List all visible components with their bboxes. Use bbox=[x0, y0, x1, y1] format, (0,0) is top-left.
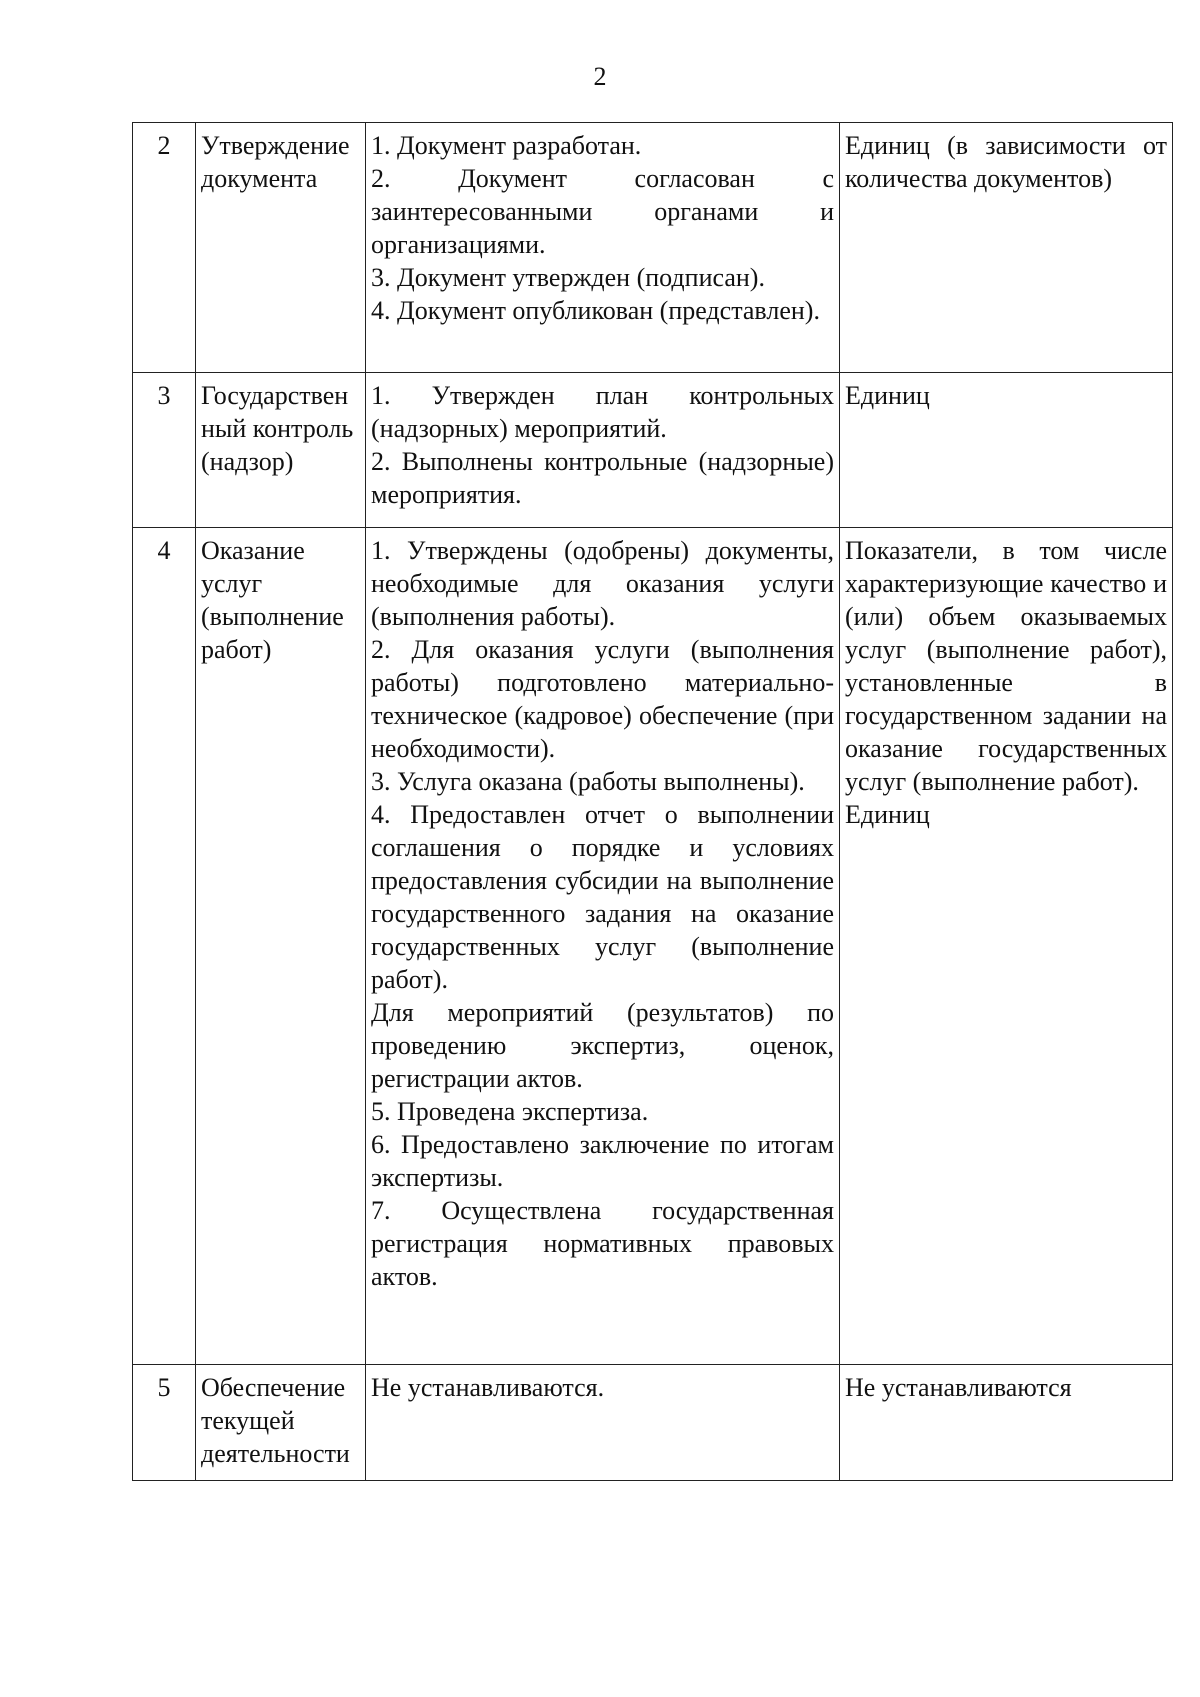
table-row bbox=[133, 123, 1173, 373]
activity-type: Обеспечение текущей деятельности bbox=[196, 1365, 366, 1481]
result-item: 2. Для оказания услуги (выполнения работы) подготовлено материально-техническое (кадровое) обеспечение (при необходимости). bbox=[371, 635, 834, 763]
result-item: 6. Предоставлено заключение по итогам экспертизы. bbox=[371, 1130, 834, 1192]
activity-type: Оказание услуг (выполнение работ) bbox=[196, 528, 366, 1365]
activity-type: Утверждение документа bbox=[196, 123, 366, 373]
table-row bbox=[133, 1365, 1173, 1481]
indicators-cell bbox=[840, 123, 1173, 373]
indicators-cell bbox=[840, 1365, 1173, 1481]
result-item: 5. Проведена экспертиза. bbox=[371, 1097, 649, 1126]
indicator-item: Показатели, в том числе характеризующие качество и (или) объем оказываемых услуг (выполнение работ), установленные в государственном задании на оказание государственных услуг (выполнение работ). bbox=[845, 536, 1167, 796]
result-item: Для мероприятий (результатов) по проведению экспертиз, оценок, регистрации актов. bbox=[371, 998, 834, 1093]
row-number: 2 bbox=[133, 123, 196, 373]
row-number: 5 bbox=[133, 1365, 196, 1481]
result-item: Не устанавливаются. bbox=[371, 1373, 605, 1402]
indicator-item: Единиц bbox=[845, 800, 930, 829]
indicators-cell bbox=[840, 373, 1173, 528]
results-cell bbox=[366, 373, 840, 528]
result-item: 1. Утверждены (одобрены) документы, необходимые для оказания услуги (выполнения работы). bbox=[371, 536, 834, 631]
table-row bbox=[133, 528, 1173, 1365]
result-item: 3. Документ утвержден (подписан). bbox=[371, 263, 765, 292]
results-cell bbox=[366, 123, 840, 373]
result-item: 4. Предоставлен отчет о выполнении соглашения о порядке и условиях предоставления субсидии на выполнение государственного задания на оказание государственных услуг (выполнение работ). bbox=[371, 800, 834, 994]
indicator-item: Единиц (в зависимости от количества документов) bbox=[845, 131, 1167, 193]
indicator-item: Не устанавливаются bbox=[845, 1373, 1072, 1402]
result-item: 3. Услуга оказана (работы выполнены). bbox=[371, 767, 805, 796]
indicator-item: Единиц bbox=[845, 381, 930, 410]
results-cell bbox=[366, 528, 840, 1365]
result-item: 2. Выполнены контрольные (надзорные) мероприятия. bbox=[371, 447, 834, 509]
table-row bbox=[133, 373, 1173, 528]
result-item: 1. Документ разработан. bbox=[371, 131, 642, 160]
result-item: 1. Утвержден план контрольных (надзорных) мероприятий. bbox=[371, 381, 834, 443]
activity-type: Государствен ный контроль (надзор) bbox=[196, 373, 366, 528]
results-table bbox=[132, 122, 1173, 1481]
page-number: 2 bbox=[593, 62, 607, 91]
row-number: 3 bbox=[133, 373, 196, 528]
result-item: 2. Документ согласован с заинтересованными органами и организациями. bbox=[371, 164, 834, 259]
result-item: 4. Документ опубликован (представлен). bbox=[371, 296, 820, 325]
indicators-cell bbox=[840, 528, 1173, 1365]
result-item: 7. Осуществлена государственная регистрация нормативных правовых актов. bbox=[371, 1196, 834, 1291]
results-cell bbox=[366, 1365, 840, 1481]
row-number: 4 bbox=[133, 528, 196, 1365]
